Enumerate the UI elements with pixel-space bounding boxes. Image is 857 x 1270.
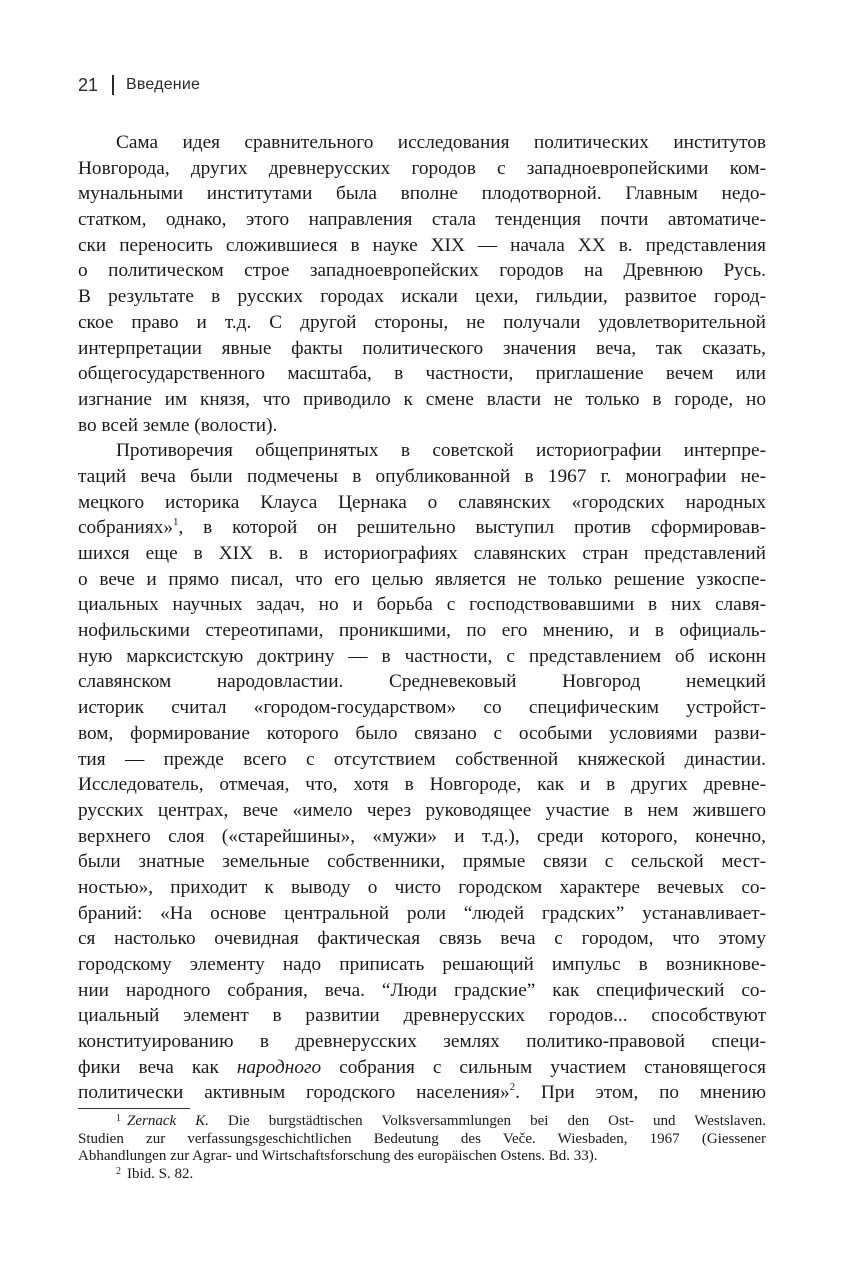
text-line: статком, однако, этого направления стала тенденция почти автоматиче-: [78, 209, 766, 231]
text-line: ностью», приходит к выводу о чисто городском характере вечевых со-: [78, 876, 766, 898]
text-span: собрания с сильным участием становящегося: [321, 1056, 766, 1078]
text-line: циальных научных задач, но и борьба с господствовавшими в них славя-: [78, 594, 766, 616]
text-line: изгнание им князя, что приводило к смене власти не только в городе, но: [78, 388, 766, 410]
running-header: [78, 72, 200, 98]
paragraph-1: [78, 130, 766, 438]
text-line: Исследователь, отмечая, что, хотя в Новгороде, как и в других древне-: [78, 774, 766, 796]
footnote-1: [78, 1113, 766, 1131]
text-line: мунальными институтами была вполне плодотворной. Главным недо-: [78, 183, 766, 205]
text-line: историк считал «городом-государством» со специфическим устройст-: [78, 697, 766, 719]
footnote-1-line: Studien zur verfassungsgeschichtlichen Bedeutung des Veče. Wiesbaden, 1967 (Giessener: [78, 1130, 766, 1147]
footnotes: [78, 1108, 766, 1183]
text-line: о политическом строе западноевропейских городов на Древнюю Русь.: [78, 260, 766, 282]
text-line: циальный элемент в развитии древнерусских городов... способствуют: [78, 1005, 766, 1027]
text-line: тия — прежде всего с отсутствием собственной княжеской династии.: [78, 748, 766, 770]
text-span: , в которой он решительно выступил против сформировав-: [178, 517, 766, 539]
footnote-text: Die burgstädtischen Volksversammlungen bei den Ost- und Westslaven.: [208, 1113, 766, 1129]
header-divider: [112, 75, 114, 95]
text-line: [78, 1055, 766, 1081]
text-line: нофильскими стереотипами, проникшими, по его мнению, и в официаль-: [78, 620, 766, 642]
text-line: [78, 515, 766, 541]
text-line: ское право и т.д. С другой стороны, не получали удовлетворительной: [78, 311, 766, 333]
section-title: Введение: [126, 76, 201, 93]
footnote-number: 2: [116, 1165, 121, 1177]
footnote-ref-2[interactable]: 2: [509, 1081, 516, 1094]
text-line: во всей земле (волости).: [78, 414, 278, 436]
text-line: были знатные земельные собственники, прямые связи с сельской мест-: [78, 851, 766, 873]
text-line: нии народного собрания, веча. “Люди градские” как специфический со-: [78, 979, 766, 1001]
text-line: верхнего слоя («старейшины», «мужи» и т.д.), среди которого, конечно,: [78, 825, 766, 847]
text-line: о вече и прямо писал, что его целью является не только решение узкоспе-: [78, 568, 766, 590]
footnote-2: [78, 1166, 766, 1184]
text-line: ся настолько очевидная фактическая связь веча с городом, что этому: [78, 928, 766, 950]
text-line: славянском народовластии. Средневековый Новгород немецкий: [78, 671, 766, 693]
page-number: 21: [78, 74, 99, 95]
footnote-1-line: Abhandlungen zur Agrar- und Wirtschaftsforschung des europäischen Ostens. Bd. 33).: [78, 1148, 598, 1164]
text-line: Противоречия общепринятых в советской историографии интерпре-: [116, 440, 766, 462]
footnote-text: Ibid. S. 82.: [127, 1165, 194, 1182]
text-line: конституированию в древнерусских землях политико-правовой специ-: [78, 1031, 766, 1053]
text-line: браний: «На основе центральной роли “людей градских” устанавливает-: [78, 902, 766, 924]
paragraph-2: [78, 438, 766, 1106]
emphasis-word: народного: [236, 1056, 322, 1078]
text-line: Новгорода, других древнерусских городов с западноевропейскими ком-: [78, 157, 766, 179]
text-line: вом, формирование которого было связано с особыми условиями разви-: [78, 722, 766, 744]
text-line: ную марксистскую доктрину — в частности, с представлением об исконн: [78, 645, 766, 667]
main-text: [78, 130, 766, 1106]
footnote-number: 1: [116, 1113, 121, 1124]
text-line: таций веча были подмечены в опубликованной в 1967 г. монографии не-: [78, 465, 766, 487]
text-span: собраниях»: [78, 517, 173, 539]
text-line: ски переносить сложившиеся в науке XIX — начала XX в. представления: [78, 234, 766, 256]
text-line: интерпретации явные факты политического значения веча, так сказать,: [78, 337, 766, 359]
text-span: политически активным городского населения»: [78, 1082, 510, 1104]
text-line: общегосударственного масштаба, в частности, приглашение вечем или: [78, 363, 766, 385]
text-line: городскому элементу надо приписать решающий импульс в возникнове-: [78, 954, 766, 975]
footnote-author: Zernack K.: [127, 1113, 209, 1129]
text-line: русских центрах, вече «имело через руководящее участие в нем жившего: [78, 799, 766, 821]
text-line: В результате в русских городах искали цехи, гильдии, развитое город-: [78, 286, 766, 308]
text-span: фики веча как: [78, 1056, 237, 1078]
book-page: [78, 0, 766, 1270]
text-span: . При этом, по мнению: [515, 1082, 766, 1104]
text-line: [78, 1080, 766, 1106]
footnote-rule: [78, 1108, 190, 1109]
footnote-ref-1[interactable]: 1: [173, 515, 179, 528]
text-line: Сама идея сравнительного исследования политических институтов: [116, 132, 766, 153]
text-line: шихся еще в XIX в. в историографиях славянских стран представлений: [78, 543, 766, 564]
text-line: мецкого историка Клауса Цернака о славянских «городских народных: [78, 491, 766, 513]
